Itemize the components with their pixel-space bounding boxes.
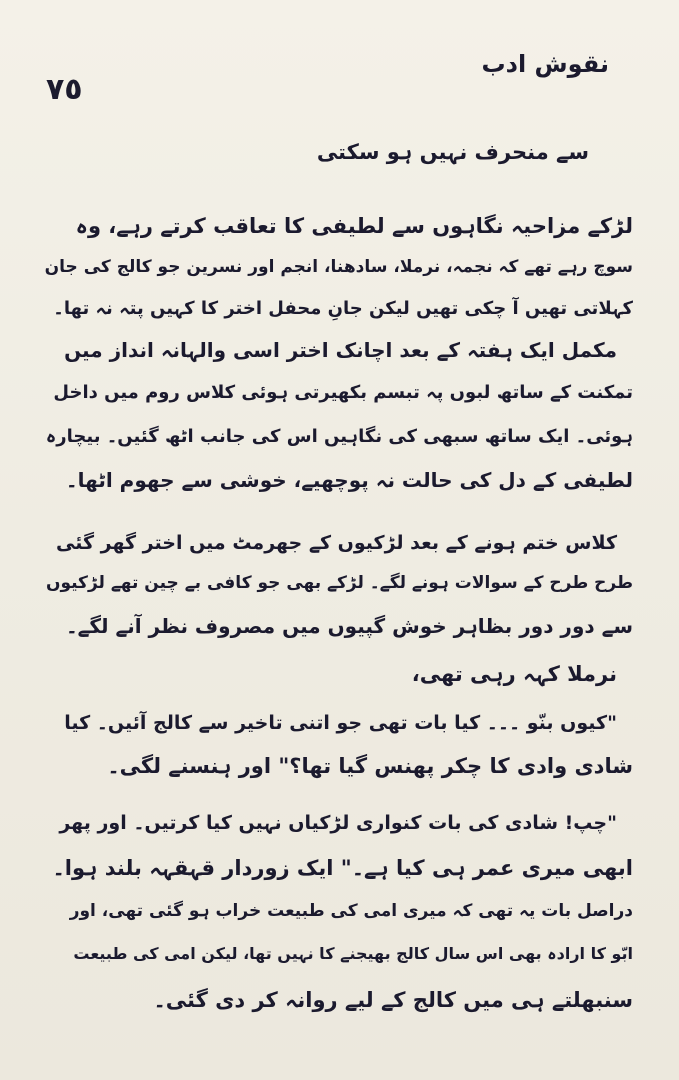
text-line: سے منحرف نہیں ہو سکتی bbox=[316, 140, 589, 164]
text-line: ابّو کا ارادہ بھی اس سال کالج بھیجنے کا نہیں تھا، لیکن امی کی طبیعت bbox=[73, 944, 633, 963]
text-line: شادی وادی کا چکر پھنس گیا تھا؟" اور ہنسنے لگی۔ bbox=[107, 754, 633, 778]
text-line: طرح طرح کے سوالات ہونے لگے۔ لڑکے بھی جو کافی بے چین تھے لڑکیوں bbox=[45, 573, 633, 593]
text-line: مکمل ایک ہفتہ کے بعد اچانک اختر اسی والہانہ انداز میں bbox=[64, 338, 617, 362]
text-line: لطیفی کے دل کی حالت نہ پوچھیے، خوشی سے جھوم اٹھا۔ bbox=[65, 468, 633, 492]
text-line: کلاس ختم ہونے کے بعد لڑکیوں کے جھرمٹ میں اختر گھر گئی bbox=[56, 532, 617, 554]
text-line: لڑکے مزاحیہ نگاہوں سے لطیفی کا تعاقب کرتے رہے، وہ bbox=[75, 214, 633, 238]
text-line: "چپ! شادی کی بات کنواری لڑکیاں نہیں کیا کرتیں۔ اور پھر bbox=[59, 812, 617, 834]
text-line: سے دور دور بظاہر خوش گپیوں میں مصروف نظر آنے لگے۔ bbox=[65, 614, 633, 638]
text-line: نرملا کہہ رہی تھی، bbox=[411, 662, 617, 686]
text-line: ہوئی۔ ایک ساتھ سبھی کی نگاہیں اس کی جانب اٹھ گئیں۔ بیچارہ bbox=[45, 426, 633, 447]
body-text bbox=[40, 0, 633, 1080]
text-line: کہلاتی تھیں آ چکی تھیں لیکن جانِ محفل اختر کا کہیں پتہ نہ تھا۔ bbox=[53, 298, 633, 319]
text-line: سوچ رہے تھے کہ نجمہ، نرملا، سادھنا، انجم اور نسرین جو کالج کی جان bbox=[44, 257, 633, 277]
text-line: "کیوں بنّو ۔۔۔ کیا بات تھی جو اتنی تاخیر سے کالج آئیں۔ کیا bbox=[64, 712, 617, 734]
text-line: دراصل بات یہ تھی کہ میری امی کی طبیعت خراب ہو گئی تھی، اور bbox=[69, 901, 633, 921]
text-line: ابھی میری عمر ہی کیا ہے۔" ایک زوردار قہقہہ بلند ہوا۔ bbox=[52, 856, 633, 880]
running-head: نقوش ادب bbox=[481, 50, 609, 78]
text-line: سنبھلتے ہی میں کالج کے لیے روانہ کر دی گئی۔ bbox=[153, 988, 633, 1012]
page-number: ٧٥ bbox=[46, 72, 83, 107]
text-line: تمکنت کے ساتھ لبوں پہ تبسم بکھیرتی ہوئی کلاس روم میں داخل bbox=[53, 382, 633, 403]
